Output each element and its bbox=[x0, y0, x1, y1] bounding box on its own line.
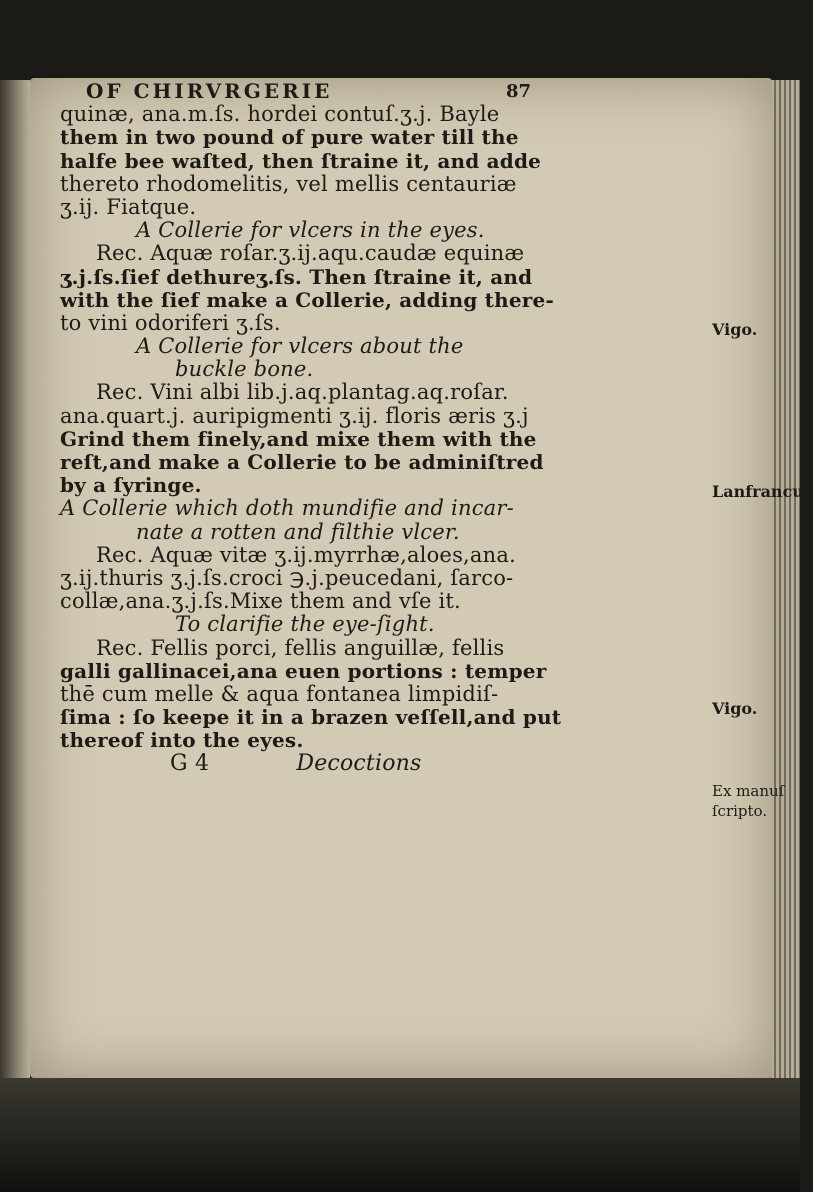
section-heading: A Collerie for vlcers about the bbox=[136, 334, 464, 359]
text-line: ʒ.j.ſs.ſief dethureʒ.ſs. Then ſtraine it, and bbox=[60, 264, 533, 289]
background-bottom bbox=[0, 1078, 800, 1192]
page-number: 87 bbox=[506, 81, 532, 102]
text-line: Rec. Vini albi lib.j.aq.plantag.aq.roſar. bbox=[96, 380, 509, 405]
text-line: thereto rhodomelitis, vel mellis centauriæ bbox=[60, 171, 517, 196]
text-line: Rec. Fellis porci, fellis anguillæ, fellis bbox=[96, 635, 505, 660]
section-heading: buckle bone. bbox=[175, 357, 314, 382]
book-gutter-shadow bbox=[0, 80, 30, 1110]
running-head-title: OF CHIRVRGERIE bbox=[86, 79, 333, 103]
signature-mark: G 4 bbox=[170, 751, 210, 777]
section-heading: To clarifie the eye-ſight. bbox=[175, 612, 435, 637]
text-line: collæ,ana.ʒ.j.ſs.Mixe them and vſe it. bbox=[60, 589, 461, 614]
text-line: halfe bee waſted, then ſtraine it, and adde bbox=[60, 148, 542, 173]
margin-note: Vigo. bbox=[712, 320, 758, 339]
text-line: to vini odoriferi ʒ.ſs. bbox=[60, 310, 281, 335]
section-heading: nate a rotten and filthie vlcer. bbox=[136, 519, 460, 544]
margin-note: Ex manuſ bbox=[712, 782, 785, 800]
section-heading: A Collerie which doth mundifie and incar- bbox=[60, 496, 514, 521]
text-line: by a ſyringe. bbox=[60, 473, 202, 498]
text-line: Grind them finely,and mixe them with the bbox=[60, 426, 537, 451]
running-head bbox=[60, 80, 700, 103]
text-line: Rec. Aquæ vitæ ʒ.ij.myrrhæ,aloes,ana. bbox=[96, 542, 516, 567]
section-heading: A Collerie for vlcers in the eyes. bbox=[136, 218, 485, 243]
text-line: them in two pound of pure water till the bbox=[60, 125, 519, 150]
page-footer bbox=[60, 752, 700, 775]
margin-note: Lanfrancus bbox=[712, 482, 813, 501]
text-line: thereof into the eyes. bbox=[60, 728, 304, 753]
text-line: with the ſief make a Collerie, adding there- bbox=[60, 287, 554, 312]
text-line: galli gallinacei,ana euen portions : temper bbox=[60, 658, 547, 683]
text-line: ſima : ſo keepe it in a brazen veſſell,and put bbox=[60, 705, 562, 730]
margin-note: ſcripto. bbox=[712, 802, 768, 820]
text-line: ʒ.ij. Fiatque. bbox=[60, 194, 197, 219]
text-line: ana.quart.j. auripigmenti ʒ.ij. floris æris ʒ.j bbox=[60, 403, 529, 428]
text-line: thē cum melle & aqua fontanea limpidiſ- bbox=[60, 681, 499, 706]
text-line: reſt,and make a Collerie to be adminiſtred bbox=[60, 450, 544, 474]
text-line: Rec. Aquæ roſar.ʒ.ij.aqu.caudæ equinæ bbox=[96, 241, 525, 266]
catchword: Decoctions bbox=[296, 751, 422, 777]
text-line: quinæ, ana.m.ſs. hordei contuſ.ʒ.j. Bayle bbox=[60, 102, 500, 127]
text-line: ʒ.ij.thuris ʒ.j.ſs.croci ℈.j.peucedani, ſarco- bbox=[60, 565, 514, 590]
page-text bbox=[60, 80, 700, 776]
margin-note: Vigo. bbox=[712, 699, 758, 718]
